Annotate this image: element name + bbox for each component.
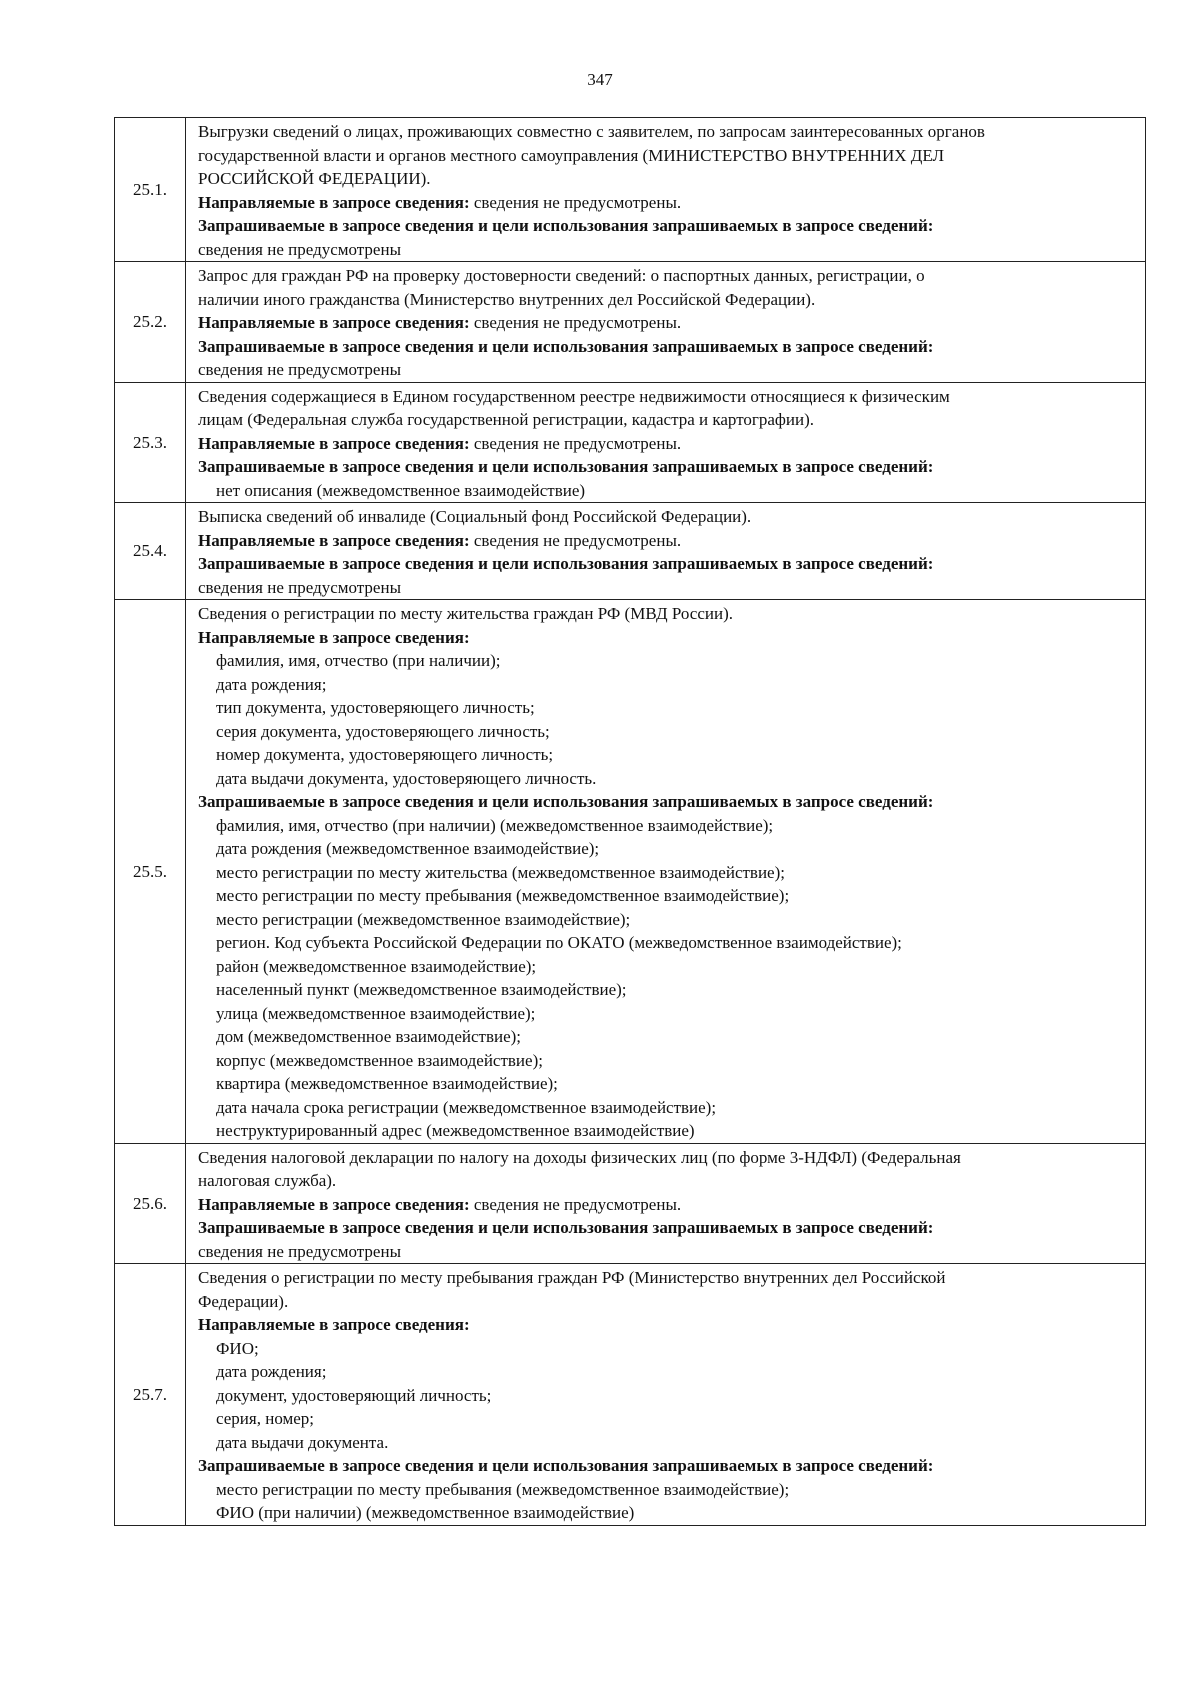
content-line [198,120,1139,144]
line-text: сведения не предусмотрены [198,577,401,597]
content-line [198,385,1139,409]
table-row [115,1143,1146,1264]
table-row [115,118,1146,262]
content-line [198,408,1139,432]
table-row [115,1264,1146,1526]
content-line [198,1266,1139,1290]
row-content [186,118,1146,262]
line-text: тип документа, удостоверяющего личность; [216,698,535,717]
content-line [198,214,1139,238]
content-line [198,931,1139,955]
line-text: дата начала срока регистрации (межведомственное взаимодействие); [216,1097,717,1117]
row-content [186,262,1146,383]
line-text: сведения не предусмотрены. [469,192,682,212]
content-line [198,1431,1139,1455]
line-text: Сведения налоговой декларации по налогу на доходы физических лиц (по форме 3-НДФЛ) (Федеральная [198,1147,961,1167]
content-line [198,1169,1139,1193]
content-line [198,1049,1139,1073]
bold-label: Запрашиваемые в запросе сведения и цели использования запрашиваемых в запросе сведений: [198,1218,934,1237]
line-text: сведения не предусмотрены. [469,313,682,332]
content-line [198,696,1139,720]
content-line [198,861,1139,885]
table-body [115,118,1146,1526]
content-line [198,837,1139,861]
row-number: 25.6. [115,1143,186,1264]
bold-label: Запрашиваемые в запросе сведения и цели использования запрашиваемых в запросе сведений: [198,1456,934,1475]
content-line [198,978,1139,1002]
table-row [115,382,1146,503]
bold-label: Направляемые в запросе сведения: [198,627,470,647]
content-line [198,552,1139,576]
line-text: сведения не предусмотрены. [469,530,682,550]
line-text: неструктурированный адрес (межведомственное взаимодействие) [216,1121,695,1140]
bold-label: Направляемые в запросе сведения: [198,1315,470,1334]
content-line [198,432,1139,456]
line-text: налоговая служба). [198,1171,337,1190]
line-text: корпус (межведомственное взаимодействие); [216,1050,543,1070]
row-number: 25.1. [115,118,186,262]
content-line [198,1193,1139,1217]
content-line [198,814,1139,838]
line-text: ФИО (при наличии) (межведомственное взаимодействие) [216,1503,635,1522]
content-line [198,335,1139,359]
content-line [198,626,1139,650]
row-number: 25.4. [115,503,186,600]
line-text: фамилия, имя, отчество (при наличии) (межведомственное взаимодействие); [216,815,774,835]
line-text: Сведения о регистрации по месту жительства граждан РФ (МВД России). [198,604,734,623]
bold-label: Запрашиваемые в запросе сведения и цели использования запрашиваемых в запросе сведений: [198,792,934,811]
bold-label: Направляемые в запросе сведения: [198,1194,470,1214]
line-text: квартира (межведомственное взаимодействие); [216,1074,558,1093]
content-line [198,479,1139,503]
line-text: серия, номер; [216,1409,315,1428]
line-text: номер документа, удостоверяющего личность; [216,745,554,764]
content-line [198,576,1139,600]
content-line [198,1290,1139,1314]
content-line [198,311,1139,335]
line-text: населенный пункт (межведомственное взаимодействие); [216,980,627,999]
line-text: сведения не предусмотрены [198,360,401,379]
content-line [198,455,1139,479]
content-line [198,1313,1139,1337]
line-text: улица (межведомственное взаимодействие); [216,1003,536,1023]
line-text: Сведения о регистрации по месту пребывания граждан РФ (Министерство внутренних дел Российской [198,1268,946,1287]
line-text: дата рождения; [216,1362,327,1381]
row-content [186,1264,1146,1526]
line-text: дата выдачи документа. [216,1432,389,1452]
content-line [198,1119,1139,1143]
line-text: место регистрации (межведомственное взаимодействие); [216,909,631,929]
line-text: сведения не предусмотрены. [469,433,682,453]
content-line [198,1096,1139,1120]
row-content [186,382,1146,503]
row-number: 25.2. [115,262,186,383]
line-text: Сведения содержащиеся в Едином государственном реестре недвижимости относящиеся к физическим [198,386,950,406]
row-number: 25.5. [115,600,186,1144]
content-line [198,191,1139,215]
content-line [198,649,1139,673]
line-text: место регистрации по месту пребывания (межведомственное взаимодействие); [216,1479,790,1499]
content-line [198,264,1139,288]
content-line [198,1501,1139,1525]
line-text: Выгрузки сведений о лицах, проживающих совместно с заявителем, по запросам заинтересованных органов [198,122,985,141]
content-line [198,673,1139,697]
line-text: сведения не предусмотрены [198,239,401,259]
content-line [198,529,1139,553]
line-text: дата выдачи документа, удостоверяющего личность. [216,768,597,788]
line-text: место регистрации по месту пребывания (межведомственное взаимодействие); [216,886,790,905]
line-text: Запрос для граждан РФ на проверку достоверности сведений: о паспортных данных, регистрации, о [198,266,925,285]
content-line [198,790,1139,814]
line-text: документ, удостоверяющий личность; [216,1385,492,1405]
line-text: сведения не предусмотрены. [469,1194,682,1214]
content-line [198,1216,1139,1240]
content-line [198,1407,1139,1431]
bold-label: Запрашиваемые в запросе сведения и цели использования запрашиваемых в запросе сведений: [198,554,934,573]
table-row [115,600,1146,1144]
content-line [198,505,1139,529]
content-line [198,767,1139,791]
content-line [198,1360,1139,1384]
line-text: ФИО; [216,1338,259,1358]
line-text: Выписка сведений об инвалиде (Социальный фонд Российской Федерации). [198,507,752,526]
content-line [198,144,1139,168]
row-content [186,503,1146,600]
content-line [198,1478,1139,1502]
bold-label: Направляемые в запросе сведения: [198,433,470,453]
content-line [198,1240,1139,1264]
line-text: дом (межведомственное взаимодействие); [216,1027,521,1046]
bold-label: Направляемые в запросе сведения: [198,192,470,212]
line-text: дата рождения; [216,674,327,694]
line-text: Федерации). [198,1291,289,1311]
content-line [198,908,1139,932]
content-line [198,358,1139,382]
content-line [198,238,1139,262]
bold-label: Направляемые в запросе сведения: [198,530,470,550]
content-line [198,1337,1139,1361]
line-text: сведения не предусмотрены [198,1241,401,1261]
line-text: дата рождения (межведомственное взаимодействие); [216,839,600,858]
content-line [198,1384,1139,1408]
content-line [198,720,1139,744]
content-line [198,1025,1139,1049]
content-line [198,884,1139,908]
line-text: государственной власти и органов местного самоуправления (МИНИСТЕРСТВО ВНУТРЕННИХ ДЕЛ [198,145,945,165]
content-line [198,955,1139,979]
content-line [198,1454,1139,1478]
bold-label: Направляемые в запросе сведения: [198,313,470,332]
line-text: наличии иного гражданства (Министерство внутренних дел Российской Федерации). [198,289,816,309]
bold-label: Запрашиваемые в запросе сведения и цели использования запрашиваемых в запросе сведений: [198,216,934,235]
line-text: нет описания (межведомственное взаимодействие) [216,480,586,500]
content-line [198,743,1139,767]
content-line [198,167,1139,191]
bold-label: Запрашиваемые в запросе сведения и цели использования запрашиваемых в запросе сведений: [198,336,934,356]
row-content [186,1143,1146,1264]
line-text: лицам (Федеральная служба государственной регистрации, кадастра и картографии). [198,410,815,429]
line-text: район (межведомственное взаимодействие); [216,956,537,976]
services-table [114,117,1146,1526]
content-line [198,1146,1139,1170]
page-number: 347 [587,70,613,89]
line-text: серия документа, удостоверяющего личность; [216,721,550,741]
content-line [198,602,1139,626]
content-line [198,288,1139,312]
row-content [186,600,1146,1144]
bold-label: Запрашиваемые в запросе сведения и цели использования запрашиваемых в запросе сведений: [198,457,934,476]
table-row [115,503,1146,600]
row-number: 25.3. [115,382,186,503]
line-text: регион. Код субъекта Российской Федерации по ОКАТО (межведомственное взаимодействие); [216,933,902,952]
content-line [198,1072,1139,1096]
row-number: 25.7. [115,1264,186,1526]
table-row [115,262,1146,383]
line-text: РОССИЙСКОЙ ФЕДЕРАЦИИ). [198,169,431,188]
content-line [198,1002,1139,1026]
line-text: фамилия, имя, отчество (при наличии); [216,651,501,670]
line-text: место регистрации по месту жительства (межведомственное взаимодействие); [216,862,785,882]
